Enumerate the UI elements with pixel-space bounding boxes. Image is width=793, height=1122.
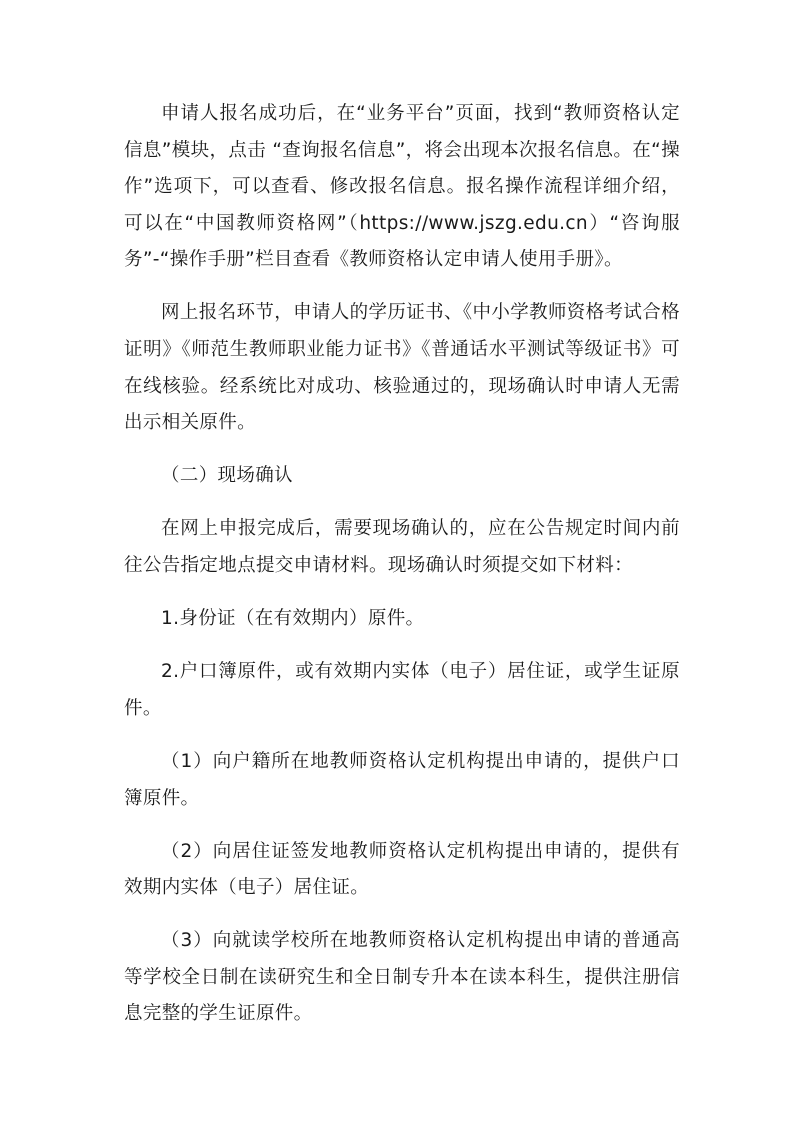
paragraph-online-verification: 网上报名环节，申请人的学历证书、《中小学教师资格考试合格证明》《师范生教师职业能力证书》《普通话水平测试等级证书》可在线核验。经系统比对成功、核验通过的，现场确认时申请人无需出示相关原件。: [124, 302, 680, 434]
sub-item-residence-permit: （2）向居住证签发地教师资格认定机构提出申请的，提供有效期内实体（电子）居住证。: [124, 840, 680, 899]
list-item-household-register: 2.户口簿原件，或有效期内实体（电子）居住证，或学生证原件。: [124, 661, 680, 719]
section-heading-onsite-confirmation: （二）现场确认: [161, 465, 293, 487]
paragraph-onsite-materials: 在网上申报完成后，需要现场确认的，应在公告规定时间内前往公告指定地点提交申请材料。现场确认时须提交如下材料：: [124, 518, 680, 577]
paragraph-registration-info: 申请人报名成功后，在“业务平台”页面，找到“教师资格认定信息”模块，点击 “查询报名信息”，将会出现本次报名信息。在“操作”选项下，可以查看、修改报名信息。报名操作流程详细介绍，可以在“中国教师资格网”（https://www.jszg.edu.cn）“咨询服务”-“操作手册”栏目查看《教师资格认定申请人使用手册》。: [124, 103, 680, 271]
sub-item-household-location: （1）向户籍所在地教师资格认定机构提出申请的，提供户口簿原件。: [124, 750, 680, 809]
list-item-id-card: 1.身份证（在有效期内）原件。: [161, 608, 425, 630]
sub-item-student-card: （3）向就读学校所在地教师资格认定机构提出申请的普通高等学校全日制在读研究生和全日制专升本在读本科生，提供注册信息完整的学生证原件。: [124, 930, 680, 1025]
